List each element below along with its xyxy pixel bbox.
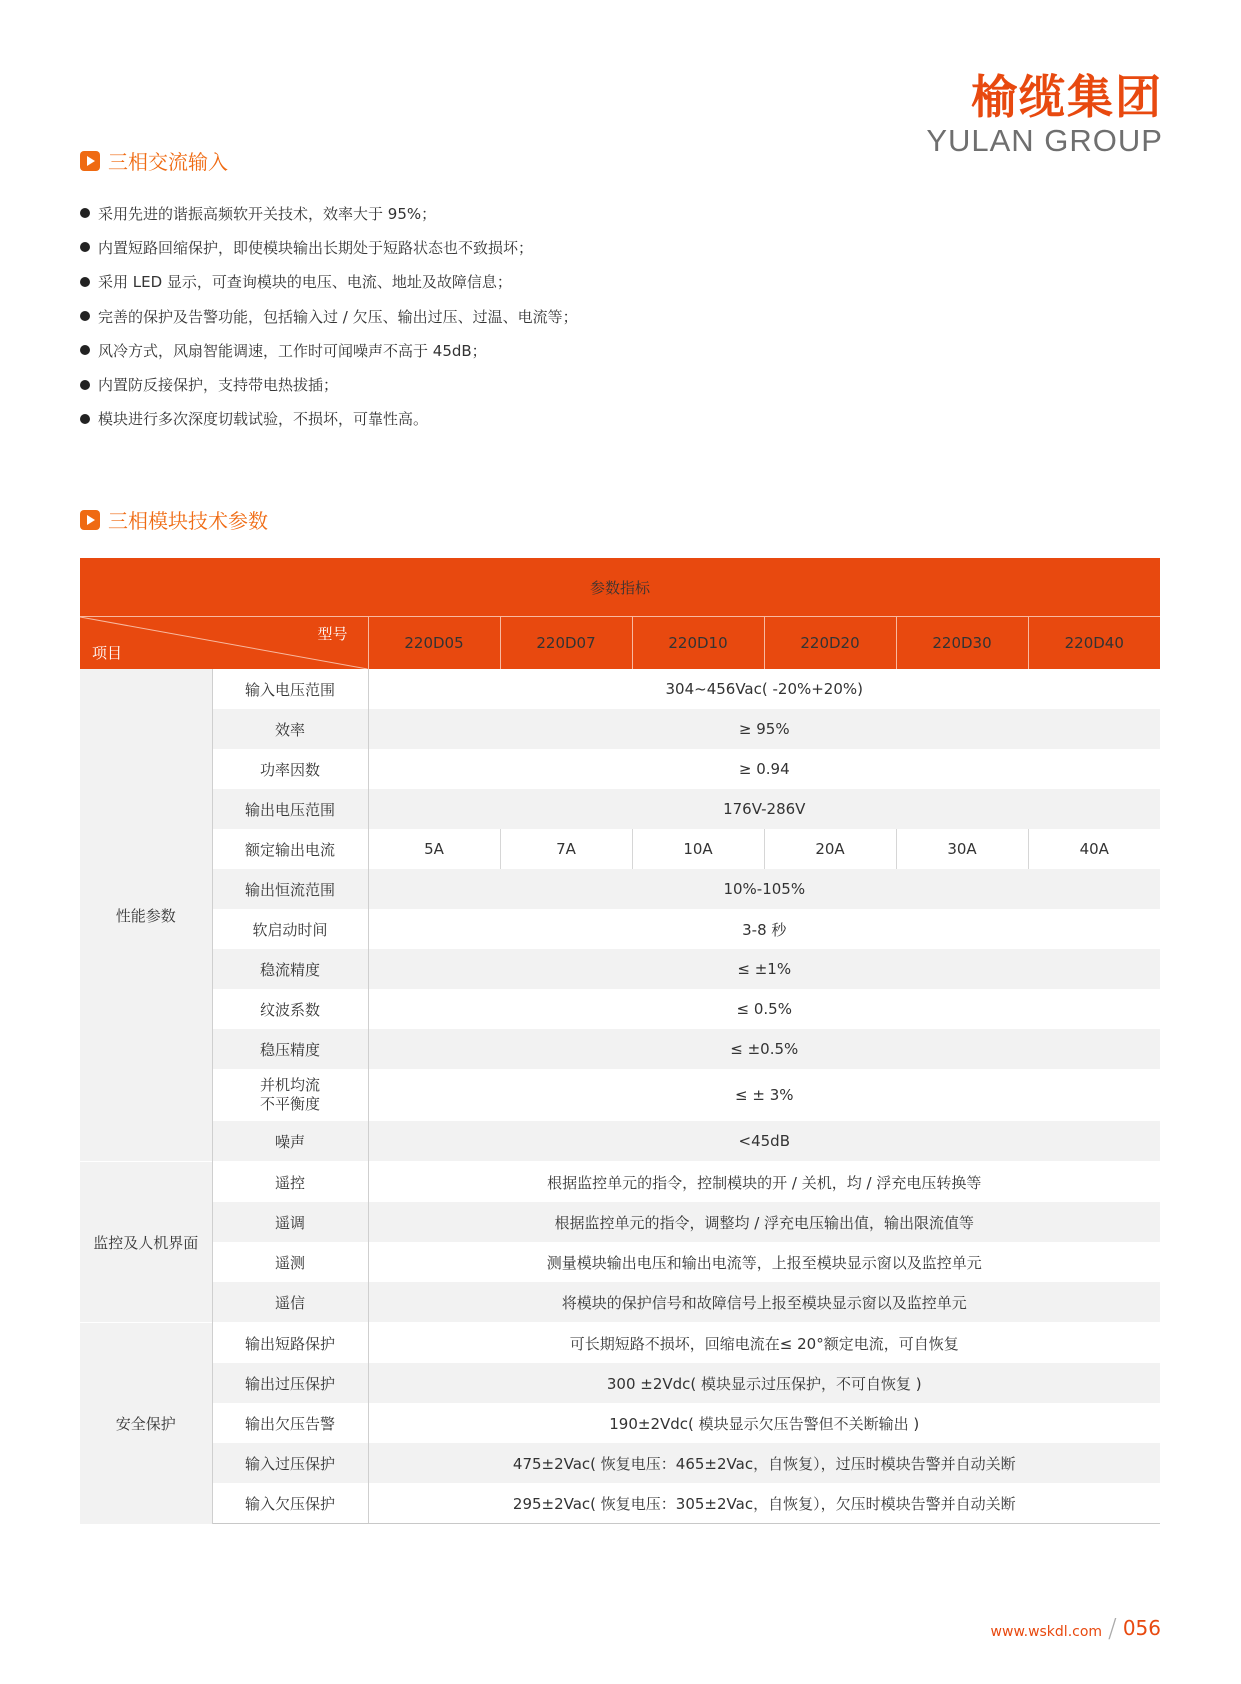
param-value: 10A: [632, 829, 764, 869]
param-name: 软启动时间: [212, 909, 368, 949]
param-name: 稳流精度: [212, 949, 368, 989]
param-value: 根据监控单元的指令，控制模块的开 / 关机，均 / 浮充电压转换等: [368, 1162, 1160, 1203]
bullet-dot-icon: [80, 208, 90, 218]
param-value: 176V-286V: [368, 789, 1160, 829]
param-name: 遥调: [212, 1202, 368, 1242]
table-row: [80, 829, 1160, 869]
bullet-dot-icon: [80, 414, 90, 424]
param-name: 额定输出电流: [212, 829, 368, 869]
table-row: [80, 1242, 1160, 1282]
param-value: 20A: [764, 829, 896, 869]
param-name: 输出欠压告警: [212, 1403, 368, 1443]
table-row: [80, 869, 1160, 909]
spec-table: [80, 558, 1160, 1524]
param-name: 遥控: [212, 1162, 368, 1203]
param-name: 输入电压范围: [212, 669, 368, 709]
model-header: 220D30: [896, 617, 1028, 670]
bullet-dot-icon: [80, 311, 90, 321]
table-row: [80, 1202, 1160, 1242]
model-header: 220D05: [368, 617, 500, 670]
bullet-dot-icon: [80, 242, 90, 252]
list-item: 内置防反接保护，支持带电热拔插；: [80, 367, 578, 401]
play-icon: [80, 510, 100, 530]
list-item: 模块进行多次深度切载试验，不损坏，可靠性高。: [80, 402, 578, 436]
param-value: ≤ ± 3%: [368, 1069, 1160, 1121]
list-item: 风冷方式，风扇智能调速，工作时可闻噪声不高于 45dB；: [80, 333, 578, 367]
table-row: [80, 789, 1160, 829]
param-value: 将模块的保护信号和故障信号上报至模块显示窗以及监控单元: [368, 1282, 1160, 1323]
param-name: 纹波系数: [212, 989, 368, 1029]
table-row: [80, 749, 1160, 789]
param-name: 输出电压范围: [212, 789, 368, 829]
table-title: 参数指标: [80, 558, 1160, 617]
section-title: 三相交流输入: [108, 150, 228, 174]
page-footer: [990, 1614, 1161, 1644]
company-logo: [926, 70, 1163, 158]
param-name: 遥信: [212, 1282, 368, 1323]
param-name: 输入过压保护: [212, 1443, 368, 1483]
param-value: 475±2Vac( 恢复电压：465±2Vac，自恢复），过压时模块告警并自动关断: [368, 1443, 1160, 1483]
model-header: 220D20: [764, 617, 896, 670]
table-row: [80, 989, 1160, 1029]
model-header: 220D40: [1028, 617, 1160, 670]
param-value: 7A: [500, 829, 632, 869]
logo-chinese: 榆缆集团: [971, 70, 1163, 124]
param-value: ≤ ±1%: [368, 949, 1160, 989]
table-row: [80, 709, 1160, 749]
param-name: 输出恒流范围: [212, 869, 368, 909]
bullet-dot-icon: [80, 345, 90, 355]
param-value: ≥ 0.94: [368, 749, 1160, 789]
param-value: ≤ ±0.5%: [368, 1029, 1160, 1069]
param-name: 输入欠压保护: [212, 1483, 368, 1524]
table-row: [80, 1282, 1160, 1323]
section-title: 三相模块技术参数: [108, 509, 268, 533]
category-safety: 安全保护: [80, 1323, 212, 1524]
param-name: 效率: [212, 709, 368, 749]
list-item: 采用先进的谐振高频软开关技术，效率大于 95%；: [80, 196, 578, 230]
param-value: 10%-105%: [368, 869, 1160, 909]
param-name: 遥测: [212, 1242, 368, 1282]
param-value: 30A: [896, 829, 1028, 869]
table-row: [80, 1363, 1160, 1403]
param-name: 并机均流 不平衡度: [212, 1069, 368, 1121]
list-item: 采用 LED 显示，可查询模块的电压、电流、地址及故障信息；: [80, 265, 578, 299]
param-name: 输出过压保护: [212, 1363, 368, 1403]
table-row: [80, 669, 1160, 709]
param-value: 304~456Vac( -20%+20%): [368, 669, 1160, 709]
bullet-dot-icon: [80, 380, 90, 390]
category-performance: 性能参数: [80, 669, 212, 1162]
category-monitoring: 监控及人机界面: [80, 1162, 212, 1323]
feature-list: [80, 196, 578, 436]
section-heading-spec: [80, 505, 268, 534]
param-value: 根据监控单元的指令，调整均 / 浮充电压输出值，输出限流值等: [368, 1202, 1160, 1242]
section-heading-ac-input: [80, 146, 228, 175]
table-row: [80, 1443, 1160, 1483]
page-number: 056: [1122, 1616, 1161, 1640]
table-row: [80, 949, 1160, 989]
list-item: 内置短路回缩保护，即使模块输出长期处于短路状态也不致损坏；: [80, 230, 578, 264]
model-header: 220D07: [500, 617, 632, 670]
param-name: 稳压精度: [212, 1029, 368, 1069]
param-value: 测量模块输出电压和输出电流等，上报至模块显示窗以及监控单元: [368, 1242, 1160, 1282]
table-row: [80, 1483, 1160, 1524]
table-row: [80, 1069, 1160, 1121]
bullet-dot-icon: [80, 277, 90, 287]
website-link[interactable]: www.wskdl.com: [990, 1624, 1103, 1640]
table-row: [80, 1162, 1160, 1203]
param-value: 3-8 秒: [368, 909, 1160, 949]
param-value: 190±2Vdc( 模块显示欠压告警但不关断输出 ): [368, 1403, 1160, 1443]
play-icon: [80, 151, 100, 171]
corner-item-label: 项目: [92, 644, 123, 662]
param-name: 噪声: [212, 1121, 368, 1162]
footer-divider: /: [1108, 1614, 1117, 1644]
table-row: [80, 1029, 1160, 1069]
param-value: ≥ 95%: [368, 709, 1160, 749]
param-value: 40A: [1028, 829, 1160, 869]
param-value: 5A: [368, 829, 500, 869]
model-header: 220D10: [632, 617, 764, 670]
table-row: [80, 1323, 1160, 1364]
table-row: [80, 1403, 1160, 1443]
param-name: 功率因数: [212, 749, 368, 789]
param-value: <45dB: [368, 1121, 1160, 1162]
table-row: [80, 1121, 1160, 1162]
table-corner-cell: [80, 617, 368, 670]
param-value: 300 ±2Vdc( 模块显示过压保护，不可自恢复 ): [368, 1363, 1160, 1403]
corner-model-label: 型号: [317, 625, 348, 643]
param-name: 输出短路保护: [212, 1323, 368, 1364]
param-value: 可长期短路不损坏，回缩电流在≤ 20°额定电流，可自恢复: [368, 1323, 1160, 1364]
param-value: 295±2Vac( 恢复电压：305±2Vac，自恢复），欠压时模块告警并自动关断: [368, 1483, 1160, 1524]
param-value: ≤ 0.5%: [368, 989, 1160, 1029]
list-item: 完善的保护及告警功能，包括输入过 / 欠压、输出过压、过温、电流等；: [80, 299, 578, 333]
table-row: [80, 909, 1160, 949]
logo-english: YULAN GROUP: [926, 123, 1163, 158]
